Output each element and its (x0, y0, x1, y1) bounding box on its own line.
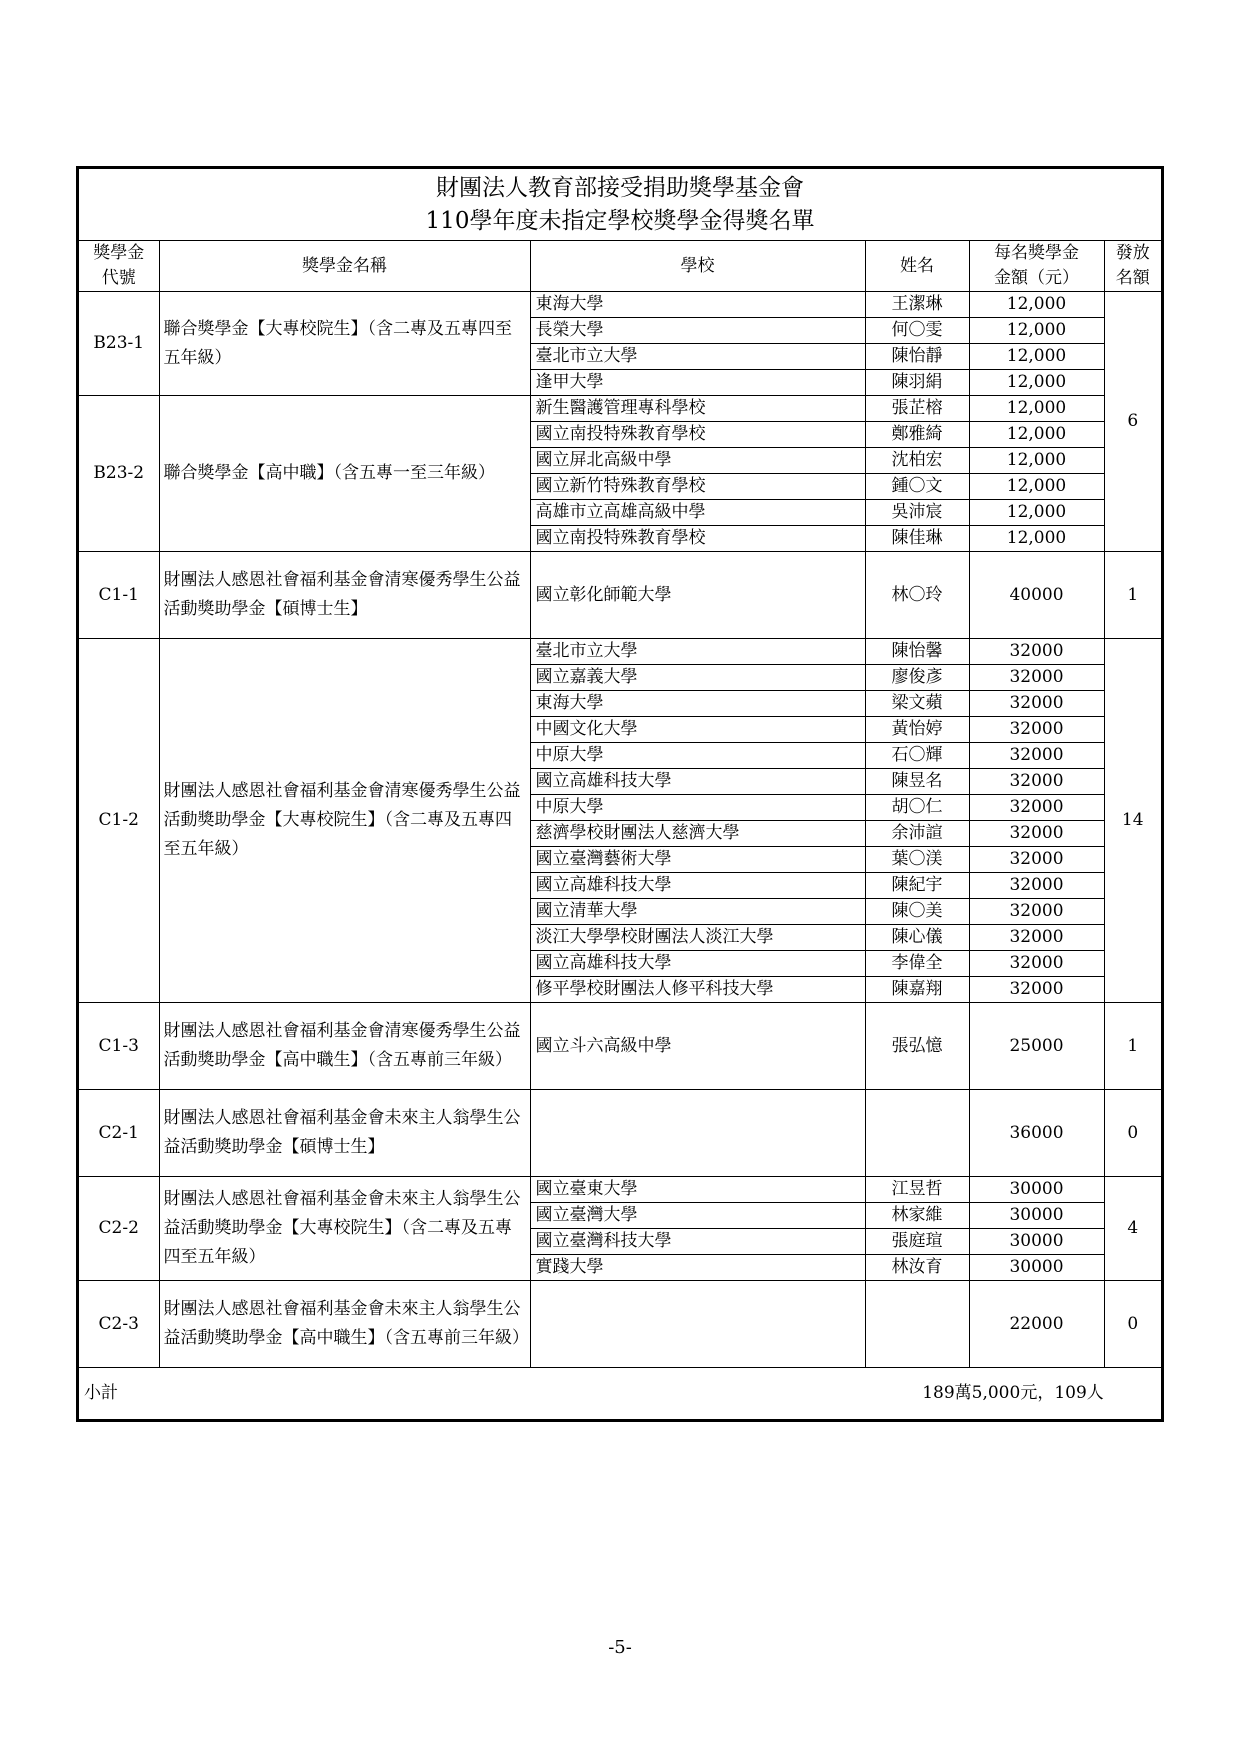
person-cell: 鄭雅綺 (865, 422, 969, 448)
school-cell: 國立南投特殊教育學校 (530, 526, 865, 552)
amount-cell: 30000 (969, 1255, 1104, 1281)
subtotal-value: 189萬5,000元，109人 (865, 1368, 1161, 1420)
school-cell: 淡江大學學校財團法人淡江大學 (530, 925, 865, 951)
header-code-line2: 代號 (101, 268, 136, 288)
person-cell: 陳紀宇 (865, 873, 969, 899)
table-row (79, 552, 1161, 639)
award-code: C1-2 (79, 639, 159, 1003)
table-row (79, 1090, 1161, 1177)
school-cell: 國立臺灣大學 (530, 1203, 865, 1229)
amount-cell: 12,000 (969, 422, 1104, 448)
school-cell: 國立臺東大學 (530, 1177, 865, 1203)
title-block (79, 169, 1161, 241)
header-school: 學校 (530, 241, 865, 292)
amount-cell: 32000 (969, 743, 1104, 769)
amount-cell: 32000 (969, 821, 1104, 847)
school-cell: 逢甲大學 (530, 370, 865, 396)
amount-cell: 12,000 (969, 474, 1104, 500)
subtotal-label: 小計 (79, 1368, 865, 1420)
amount-cell: 12,000 (969, 292, 1104, 318)
header-amount (969, 241, 1104, 292)
header-quota-line2: 名額 (1115, 268, 1150, 288)
amount-cell: 32000 (969, 639, 1104, 665)
school-cell: 中原大學 (530, 743, 865, 769)
award-code: B23-1 (79, 292, 159, 396)
table-row (79, 292, 1161, 318)
page-number: -5- (608, 1637, 632, 1658)
person-cell: 陳怡馨 (865, 639, 969, 665)
award-name: 財團法人感恩社會福利基金會清寒優秀學生公益活動獎助學金【大專校院生】（含二專及五專四至五年級） (159, 639, 530, 1003)
award-name: 聯合獎學金【高中職】（含五專一至三年級） (159, 396, 530, 552)
header-code (79, 241, 159, 292)
school-cell: 國立高雄科技大學 (530, 873, 865, 899)
amount-cell: 30000 (969, 1177, 1104, 1203)
subtotal-row (79, 1368, 1161, 1420)
award-name: 聯合獎學金【大專校院生】（含二專及五專四至五年級） (159, 292, 530, 396)
amount-cell: 12,000 (969, 500, 1104, 526)
table-row (79, 396, 1161, 422)
person-cell: 李偉全 (865, 951, 969, 977)
person-cell: 陳嘉翔 (865, 977, 969, 1003)
school-cell: 國立斗六高級中學 (530, 1003, 865, 1090)
person-cell: 張芷榕 (865, 396, 969, 422)
amount-cell: 32000 (969, 795, 1104, 821)
person-cell: 黃怡婷 (865, 717, 969, 743)
amount-cell: 12,000 (969, 370, 1104, 396)
person-cell: 王潔琳 (865, 292, 969, 318)
header-amount-line2: 金額（元） (994, 268, 1079, 288)
person-cell: 陳心儀 (865, 925, 969, 951)
person-cell: 陳羽絹 (865, 370, 969, 396)
person-cell: 陳〇美 (865, 899, 969, 925)
header-quota (1104, 241, 1161, 292)
award-code: B23-2 (79, 396, 159, 552)
school-cell: 國立高雄科技大學 (530, 769, 865, 795)
school-cell: 實踐大學 (530, 1255, 865, 1281)
school-cell: 國立嘉義大學 (530, 665, 865, 691)
person-cell: 沈柏宏 (865, 448, 969, 474)
person-cell: 張庭瑄 (865, 1229, 969, 1255)
amount-cell: 32000 (969, 717, 1104, 743)
table-row (79, 639, 1161, 665)
school-cell: 國立臺灣藝術大學 (530, 847, 865, 873)
table-row (79, 1177, 1161, 1203)
amount-cell: 40000 (969, 552, 1104, 639)
school-cell: 國立清華大學 (530, 899, 865, 925)
school-cell: 慈濟學校財團法人慈濟大學 (530, 821, 865, 847)
person-cell: 吳沛宸 (865, 500, 969, 526)
school-cell: 國立南投特殊教育學校 (530, 422, 865, 448)
school-cell: 長榮大學 (530, 318, 865, 344)
person-cell: 余沛諠 (865, 821, 969, 847)
school-cell: 國立臺灣科技大學 (530, 1229, 865, 1255)
person-cell: 葉〇渼 (865, 847, 969, 873)
award-code: C1-3 (79, 1003, 159, 1090)
school-cell: 修平學校財團法人修平科技大學 (530, 977, 865, 1003)
header-name: 獎學金名稱 (159, 241, 530, 292)
table-header-row (79, 241, 1161, 292)
amount-cell: 32000 (969, 925, 1104, 951)
school-cell: 新生醫護管理專科學校 (530, 396, 865, 422)
amount-cell: 32000 (969, 951, 1104, 977)
amount-cell: 12,000 (969, 396, 1104, 422)
school-cell (530, 1090, 865, 1177)
header-code-line1: 獎學金 (93, 243, 145, 263)
school-cell: 東海大學 (530, 691, 865, 717)
person-cell (865, 1281, 969, 1368)
award-name: 財團法人感恩社會福利基金會清寒優秀學生公益活動獎助學金【高中職生】（含五專前三年級） (159, 1003, 530, 1090)
school-cell: 東海大學 (530, 292, 865, 318)
amount-cell: 25000 (969, 1003, 1104, 1090)
amount-cell: 30000 (969, 1203, 1104, 1229)
award-name: 財團法人感恩社會福利基金會清寒優秀學生公益活動獎助學金【碩博士生】 (159, 552, 530, 639)
person-cell: 張弘憶 (865, 1003, 969, 1090)
header-quota-line1: 發放 (1115, 243, 1150, 263)
award-name: 財團法人感恩社會福利基金會未來主人翁學生公益活動獎助學金【高中職生】（含五專前三年級） (159, 1281, 530, 1368)
school-cell: 國立屏北高級中學 (530, 448, 865, 474)
amount-cell: 32000 (969, 899, 1104, 925)
school-cell: 國立彰化師範大學 (530, 552, 865, 639)
person-cell: 鍾〇文 (865, 474, 969, 500)
person-cell: 林〇玲 (865, 552, 969, 639)
award-table (79, 241, 1161, 1419)
table-row (79, 1003, 1161, 1090)
amount-cell: 32000 (969, 769, 1104, 795)
award-name: 財團法人感恩社會福利基金會未來主人翁學生公益活動獎助學金【大專校院生】（含二專及五專四至五年級） (159, 1177, 530, 1281)
header-amount-line1: 每名獎學金 (994, 243, 1079, 263)
school-cell: 國立新竹特殊教育學校 (530, 474, 865, 500)
amount-cell: 12,000 (969, 318, 1104, 344)
header-person: 姓名 (865, 241, 969, 292)
award-code: C2-2 (79, 1177, 159, 1281)
award-name: 財團法人感恩社會福利基金會未來主人翁學生公益活動獎助學金【碩博士生】 (159, 1090, 530, 1177)
person-cell: 石〇輝 (865, 743, 969, 769)
person-cell: 胡〇仁 (865, 795, 969, 821)
amount-cell: 32000 (969, 873, 1104, 899)
amount-cell: 32000 (969, 665, 1104, 691)
amount-cell: 12,000 (969, 344, 1104, 370)
amount-cell: 32000 (969, 691, 1104, 717)
award-code: C1-1 (79, 552, 159, 639)
school-cell: 臺北市立大學 (530, 639, 865, 665)
person-cell: 陳佳琳 (865, 526, 969, 552)
amount-cell: 30000 (969, 1229, 1104, 1255)
award-code: C2-3 (79, 1281, 159, 1368)
person-cell: 何〇雯 (865, 318, 969, 344)
award-code: C2-1 (79, 1090, 159, 1177)
person-cell: 陳怡靜 (865, 344, 969, 370)
school-cell: 中原大學 (530, 795, 865, 821)
amount-cell: 32000 (969, 847, 1104, 873)
quota-cell: 0 (1104, 1090, 1161, 1177)
school-cell: 中國文化大學 (530, 717, 865, 743)
amount-cell: 36000 (969, 1090, 1104, 1177)
quota-cell: 1 (1104, 552, 1161, 639)
award-list-sheet (76, 166, 1164, 1422)
school-cell: 國立高雄科技大學 (530, 951, 865, 977)
quota-cell: 0 (1104, 1281, 1161, 1368)
quota-cell: 4 (1104, 1177, 1161, 1281)
school-cell (530, 1281, 865, 1368)
amount-cell: 12,000 (969, 526, 1104, 552)
amount-cell: 32000 (969, 977, 1104, 1003)
school-cell: 臺北市立大學 (530, 344, 865, 370)
amount-cell: 12,000 (969, 448, 1104, 474)
table-row (79, 1281, 1161, 1368)
quota-cell: 14 (1104, 639, 1161, 1003)
person-cell (865, 1090, 969, 1177)
person-cell: 梁文蘋 (865, 691, 969, 717)
school-cell: 高雄市立高雄高級中學 (530, 500, 865, 526)
person-cell: 林家維 (865, 1203, 969, 1229)
list-title: 110學年度未指定學校獎學金得獎名單 (425, 208, 815, 234)
person-cell: 陳昱名 (865, 769, 969, 795)
quota-cell: 1 (1104, 1003, 1161, 1090)
person-cell: 廖俊彥 (865, 665, 969, 691)
quota-cell: 6 (1104, 292, 1161, 552)
person-cell: 林汝育 (865, 1255, 969, 1281)
person-cell: 江昱哲 (865, 1177, 969, 1203)
amount-cell: 22000 (969, 1281, 1104, 1368)
foundation-title: 財團法人教育部接受捐助獎學基金會 (436, 175, 804, 201)
